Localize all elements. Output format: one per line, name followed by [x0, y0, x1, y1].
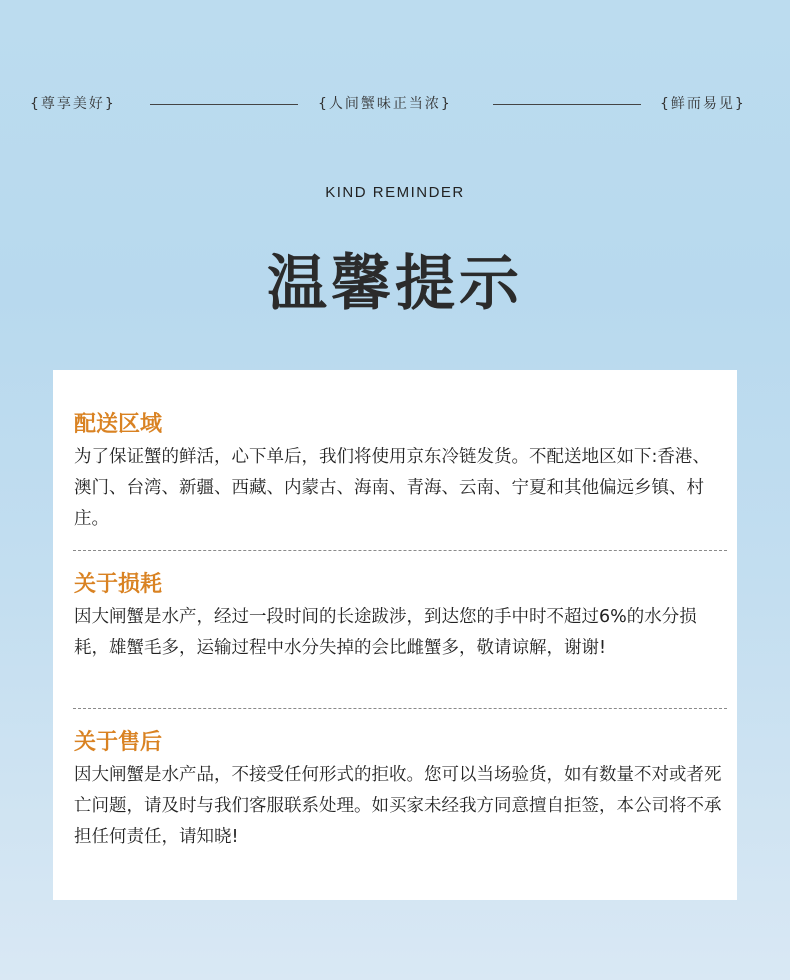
section-body: 因大闸蟹是水产品，不接受任何形式的拒收。您可以当场验货，如有数量不对或者死亡问题，请及时与我们客服联系处理。如买家未经我方同意擅自拒签，本公司将不承担任何责任，请知晓!: [74, 765, 722, 847]
slogan-left: {尊享美好}: [30, 96, 116, 112]
dashed-divider: [73, 550, 727, 551]
page-title: 温馨提示: [267, 249, 523, 319]
slogan-row: [0, 92, 790, 116]
loss-section: [74, 570, 724, 664]
section-title: 关于损耗: [74, 572, 163, 597]
slogan-right: {鲜而易见}: [660, 96, 746, 112]
dashed-divider: [73, 708, 727, 709]
slogan-divider-right: [493, 104, 641, 105]
page-subtitle: KIND REMINDER: [325, 184, 465, 201]
section-title: 关于售后: [74, 730, 163, 755]
section-body: 因大闸蟹是水产，经过一段时间的长途跋涉，到达您的手中时不超过6%的水分损耗，雄蟹毛多，运输过程中水分失掉的会比雌蟹多，敬请谅解，谢谢!: [74, 607, 697, 658]
section-title: 配送区域: [74, 412, 163, 437]
delivery-area-section: [74, 410, 724, 535]
after-sales-section: [74, 728, 724, 853]
slogan-divider-left: [150, 104, 298, 105]
section-body: 为了保证蟹的鲜活，心下单后，我们将使用京东冷链发货。不配送地区如下:香港、澳门、台湾、新疆、西藏、内蒙古、海南、青海、云南、宁夏和其他偏远乡镇、村庄。: [74, 447, 710, 529]
notice-card: [53, 370, 737, 900]
slogan-middle: {人间蟹味正当浓}: [318, 96, 452, 112]
